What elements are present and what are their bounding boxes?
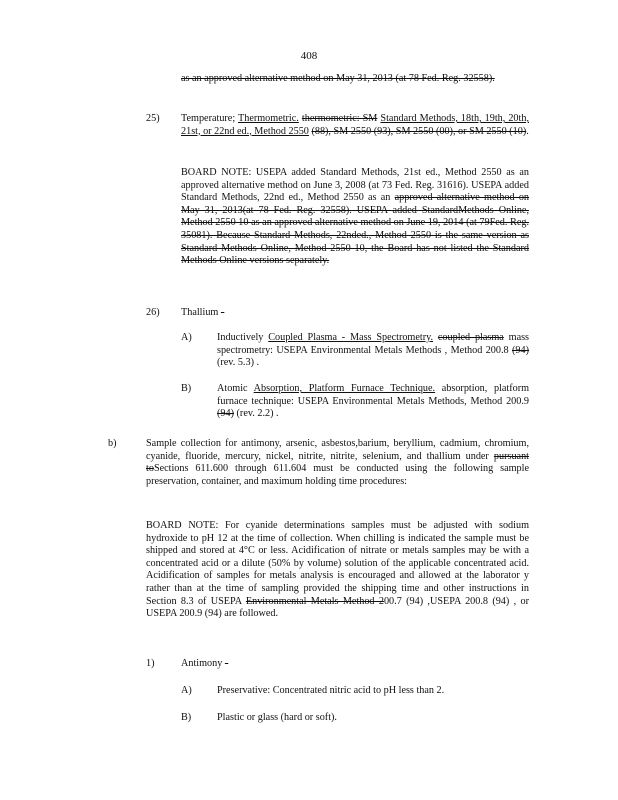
item-b-text <box>146 438 529 488</box>
item-26b-label: B) <box>181 383 192 394</box>
board-note-b-part3: 00.7 (94) ,USEPA 200.8 (94) , or USEPA 200.9 (94) are followed. <box>146 595 529 620</box>
item-26b-part1: Atomic <box>217 383 248 394</box>
item-26b-text <box>217 383 529 421</box>
item-25-text-d: Standard Methods, 18th, 19th, 20th, 21st, or 22nd ed., Method 2550 <box>181 113 529 137</box>
item-25-text-c: thermometric: SM <box>301 113 378 124</box>
item-1b-text: Plastic or glass (hard or soft). <box>217 712 337 723</box>
board-note-25-struck: approved alternative method on May 31, 2013(at 78 Fed. Reg. 32558). USEPA added StandardMethods Online, Method 2550 10 as an approved alternative method on June 19, 2014 (at 79Fed. Reg. 35081). Because Standard Methods, 22nded., Method 2550 is the same version as Standard Methods Online, Method 2550 10, the Board has not listed the Standard Methods Online versions separately. <box>181 192 530 267</box>
item-26b-part5: (rev. 2.2) . <box>236 408 279 420</box>
item-1b-label: B) <box>181 712 192 723</box>
item-b-part1: Sample collection for antimony, arsenic, asbestos,barium, beryllium, cadmium, chromium, cyanide, fluoride, mercury, nickel, nitrite, nitrite, selenium, and thallium under <box>146 438 529 462</box>
item-26-dash: - <box>220 307 225 318</box>
item-26a-part2: Coupled Plasma - Mass Spectrometry. <box>268 332 434 343</box>
item-25-label: 25) <box>146 113 160 124</box>
item-b-label: b) <box>108 438 117 449</box>
board-note-b <box>146 520 529 621</box>
board-note-b-part2: Environmental Metals Method 2 <box>245 595 384 607</box>
intro-struck: as an approved alternative method on May 31, 2013 (at 78 Fed. Reg. 32558). <box>181 73 495 84</box>
item-26a-label: A) <box>181 332 192 343</box>
item-1a-label: A) <box>181 685 192 696</box>
item-1a-text: Preservative: Concentrated nitric acid to pH less than 2. <box>217 685 445 696</box>
item-25-text-e: (88), SM 2550 (93), SM 2550 (00), or SM 2550 (10) <box>311 125 527 137</box>
item-26a-part6: (rev. 5.3) . <box>217 357 260 369</box>
item-25-text-a: Temperature; <box>181 113 236 124</box>
item-1-dash: - <box>224 658 229 669</box>
item-1-title-text: Antimony <box>181 658 223 669</box>
item-25-text <box>181 113 529 138</box>
item-26b-part2: Absorption, Platform Furnace Technique. <box>253 383 436 394</box>
page-number: 408 <box>300 50 318 62</box>
item-26a-part1: Inductively <box>217 332 264 343</box>
item-b-part3: Sections 611.600 through 611.604 must be conducted using the following sample preservation, container, and maximum holding time procedures: <box>146 463 529 487</box>
item-26-label: 26) <box>146 307 160 318</box>
board-note-25-plain: BOARD NOTE: USEPA added Standard Methods, 21st ed., Method 2550 as an approved alternative method on June 3, 2008 (at 73 Fed. Reg. 31616). USEPA added Standard Methods, 22nd ed., Method 2550 as an <box>181 167 529 204</box>
item-26a-text <box>217 332 529 370</box>
board-note-25 <box>181 167 529 268</box>
item-26b-part3: absorption, platform furnace technique: USEPA Environmental Metals Methods, Method 200.9 <box>217 383 530 407</box>
item-b-part2: pursuant to <box>146 450 529 475</box>
item-25-text-f: . <box>526 125 529 137</box>
board-note-b-part1: BOARD NOTE: For cyanide determinations samples must be adjusted with sodium hydroxide to pH 12 at the time of collection. When chilling is indicated the sample must be shipped and stored at 4°C or less. Acidification of nitrate or metals samples may be with a concentrated acid or a dilute (50% by volume) solution of the applicable concentrated acid. Acidification of samples for metals analysis is encouraged and allowed at the laborator y rather than at the time of sampling provided the shipping time and other instructions in Section 8.3 of USEPA <box>146 520 529 607</box>
intro-struck-text <box>181 73 529 86</box>
item-25-text-b: Thermometric. <box>238 113 299 124</box>
item-1-title <box>181 658 228 671</box>
item-26a-part5: (94) <box>512 344 530 356</box>
item-26-title-text: Thallium <box>181 307 219 318</box>
item-26a-part4: mass spectrometry: USEPA Environmental Metals Methods , Method 200.8 <box>217 332 530 356</box>
item-26-title <box>181 307 224 320</box>
item-26a-part3: coupled plasma <box>437 332 504 343</box>
item-26b-part4: (94) <box>217 408 234 420</box>
item-1-label: 1) <box>146 658 155 669</box>
